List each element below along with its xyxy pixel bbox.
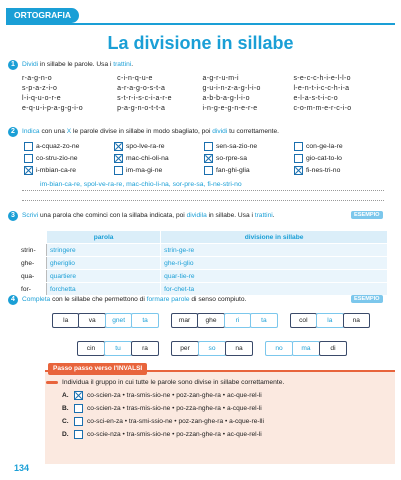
syllable-piece: la	[52, 313, 79, 328]
section-tag: ORTOGRAFIA	[6, 8, 79, 23]
checkbox[interactable]	[204, 142, 213, 151]
syllable-answer: la	[316, 313, 343, 328]
option-text: co-scien-za • tra-smis-sio-ne • poz-zan-ghe-ra • ac-que-rel-li	[87, 392, 262, 399]
exercise-1-table: r-a-g-n-o c-i-n-q-u-e a-g-r-u-m-i s-e-c-c-h-i-e-l-l-o s-p-a-z-i-o a-r-a-g-o-s-t-a g-u-i-n-z-a-g-l-i-o l-e-n-t-i-c-c-h-i-a l-i-q-u-o-r-e s-t-r-i-s-c-i-a-r-e a-b-b-a-g-l-i-o e-l-a-s-t-i-c-o e-q-u-i-p-a-g-g-i-o p-a-g-n-o-t-t-a i-n-g-e-g-n-e-r-e c-o-m-m-e-r-c-i-o	[22, 74, 352, 112]
syllable-piece: mar	[171, 313, 198, 328]
syllable-piece: na	[343, 313, 370, 328]
option-text: co-sci-en-za • tra-smi-ssio-ne • poz-zan-ghe-ra • a-cque-re-lli	[87, 418, 264, 425]
option-item[interactable]	[204, 154, 294, 163]
option-item[interactable]	[114, 142, 204, 151]
option-label: fi-nes-tri-no	[306, 167, 341, 174]
exercise-4-number: 4	[8, 295, 18, 305]
option-label: gio-cat-to-lo	[306, 155, 342, 162]
col-header-word: parola	[47, 231, 161, 244]
exercise-2-number: 2	[8, 127, 18, 137]
checkbox[interactable]	[74, 391, 83, 400]
option-item[interactable]	[24, 142, 114, 151]
checkbox[interactable]	[204, 166, 213, 175]
puzzle-row	[65, 341, 365, 356]
option-letter: D.	[62, 431, 69, 438]
option-item[interactable]	[24, 154, 114, 163]
option-label: co-stru-zio-ne	[36, 155, 78, 162]
option-item[interactable]	[114, 154, 204, 163]
option-label: spo-lve-ra-re	[126, 143, 165, 150]
corner-cell	[19, 231, 47, 244]
option-item[interactable]	[294, 142, 384, 151]
example-badge: ESEMPIO	[351, 211, 383, 219]
checkbox[interactable]	[294, 142, 303, 151]
invalsi-question: Individua il gruppo in cui tutte le parole sono divise in sillabe correttamente.	[62, 379, 285, 386]
puzzle-row	[40, 313, 370, 328]
syllable-answer: so	[198, 341, 226, 356]
checkbox[interactable]	[114, 166, 123, 175]
exercise-3-instruction: Scrivi una parola che cominci con la sillaba indicata, poi dividila in sillabe. Usa i trattini.	[22, 212, 275, 219]
option-label: sen-sa-zio-ne	[216, 143, 258, 150]
syllable-answer: ma	[292, 341, 320, 356]
table-row: strin- stringere strin-ge-re	[19, 244, 388, 257]
invalsi-option[interactable]	[62, 391, 392, 400]
option-label: im-ma-gi-ne	[126, 167, 163, 174]
option-letter: C.	[62, 418, 69, 425]
exercise-3-table	[18, 230, 388, 296]
option-item[interactable]	[204, 142, 294, 151]
checkbox[interactable]	[114, 142, 123, 151]
exercise-1-number: 1	[8, 60, 18, 70]
option-label: i-mbian-ca-re	[36, 167, 77, 174]
answer-line	[22, 190, 384, 191]
exercise-2-options	[24, 142, 384, 175]
invalsi-option[interactable]	[62, 404, 392, 413]
checkbox[interactable]	[24, 154, 33, 163]
syllable-answer: no	[265, 341, 293, 356]
syllable-answer: ri	[224, 313, 251, 328]
syllable-piece: ghe	[197, 313, 224, 328]
syllable-piece: cin	[77, 341, 105, 356]
option-letter: B.	[62, 405, 69, 412]
syllable-piece: va	[78, 313, 105, 328]
option-item[interactable]	[204, 166, 294, 175]
pencil-icon	[46, 381, 58, 384]
checkbox[interactable]	[204, 154, 213, 163]
table-row: ghe- gheriglio ghe-ri-glio	[19, 257, 388, 270]
exercise-3-number: 3	[8, 211, 18, 221]
section-header	[0, 8, 401, 24]
checkbox[interactable]	[74, 404, 83, 413]
page-title: La divisione in sillabe	[107, 33, 294, 53]
checkbox[interactable]	[74, 417, 83, 426]
checkbox[interactable]	[74, 430, 83, 439]
checkbox[interactable]	[114, 154, 123, 163]
exercise-4-instruction: Completa con le sillabe che permettono di formare parole di senso compiuto.	[22, 296, 247, 303]
invalsi-option[interactable]	[62, 417, 392, 426]
checkbox[interactable]	[294, 154, 303, 163]
exercise-2-answer: im-bian-ca-re, spol-ve-ra-re, mac-chio-li-na, sor-pre-sa, fi-ne-stri-no	[40, 181, 242, 188]
table-row: qua- quartiere quar-tie-re	[19, 270, 388, 283]
checkbox[interactable]	[294, 166, 303, 175]
page-number: 134	[14, 463, 30, 473]
header-rule	[6, 23, 395, 25]
syllable-answer: ta	[131, 313, 158, 328]
checkbox[interactable]	[24, 142, 33, 151]
syllable-piece: ra	[131, 341, 159, 356]
option-text: co-scie-nza • tra-smis-sio-ne • po-zzan-ghe-ra • ac-que-rel-li	[87, 431, 262, 438]
option-item[interactable]	[294, 166, 384, 175]
syllable-piece: per	[171, 341, 199, 356]
syllable-answer: ta	[250, 313, 277, 328]
answer-line	[22, 200, 384, 201]
syllable-answer: gnet	[105, 313, 132, 328]
invalsi-options	[62, 391, 392, 439]
option-label: so-rpre-sa	[216, 155, 247, 162]
syllable-piece: na	[225, 341, 253, 356]
option-text: co-scien-za • tras-mis-sio-ne • po-zza-nghe-ra • a-cque-rel-li	[87, 405, 262, 412]
option-letter: A.	[62, 392, 69, 399]
option-item[interactable]	[294, 154, 384, 163]
syllable-piece: di	[319, 341, 347, 356]
option-label: mac-chi-oli-na	[126, 155, 169, 162]
invalsi-option[interactable]	[62, 430, 392, 439]
checkbox[interactable]	[24, 166, 33, 175]
exercise-1-instruction: Dividi in sillabe le parole. Usa i trattini.	[22, 61, 134, 68]
option-label: fan-ghi-glia	[216, 167, 250, 174]
option-item[interactable]	[24, 166, 114, 175]
exercise-2-instruction: Indica con una X le parole divise in sillabe in modo sbagliato, poi dividi tu correttamente.	[22, 128, 279, 135]
option-item[interactable]	[114, 166, 204, 175]
example-badge: ESEMPIO	[351, 295, 383, 303]
syllable-answer: tu	[104, 341, 132, 356]
invalsi-tab: Passo passo verso l'INVALSI	[48, 363, 147, 375]
option-label: con-ge-la-re	[306, 143, 343, 150]
table-row: for- forchetta for-chet-ta	[19, 283, 388, 296]
col-header-division: divisione in sillabe	[161, 231, 388, 244]
syllable-piece: col	[290, 313, 317, 328]
option-label: a-cquaz-zo-ne	[36, 143, 80, 150]
